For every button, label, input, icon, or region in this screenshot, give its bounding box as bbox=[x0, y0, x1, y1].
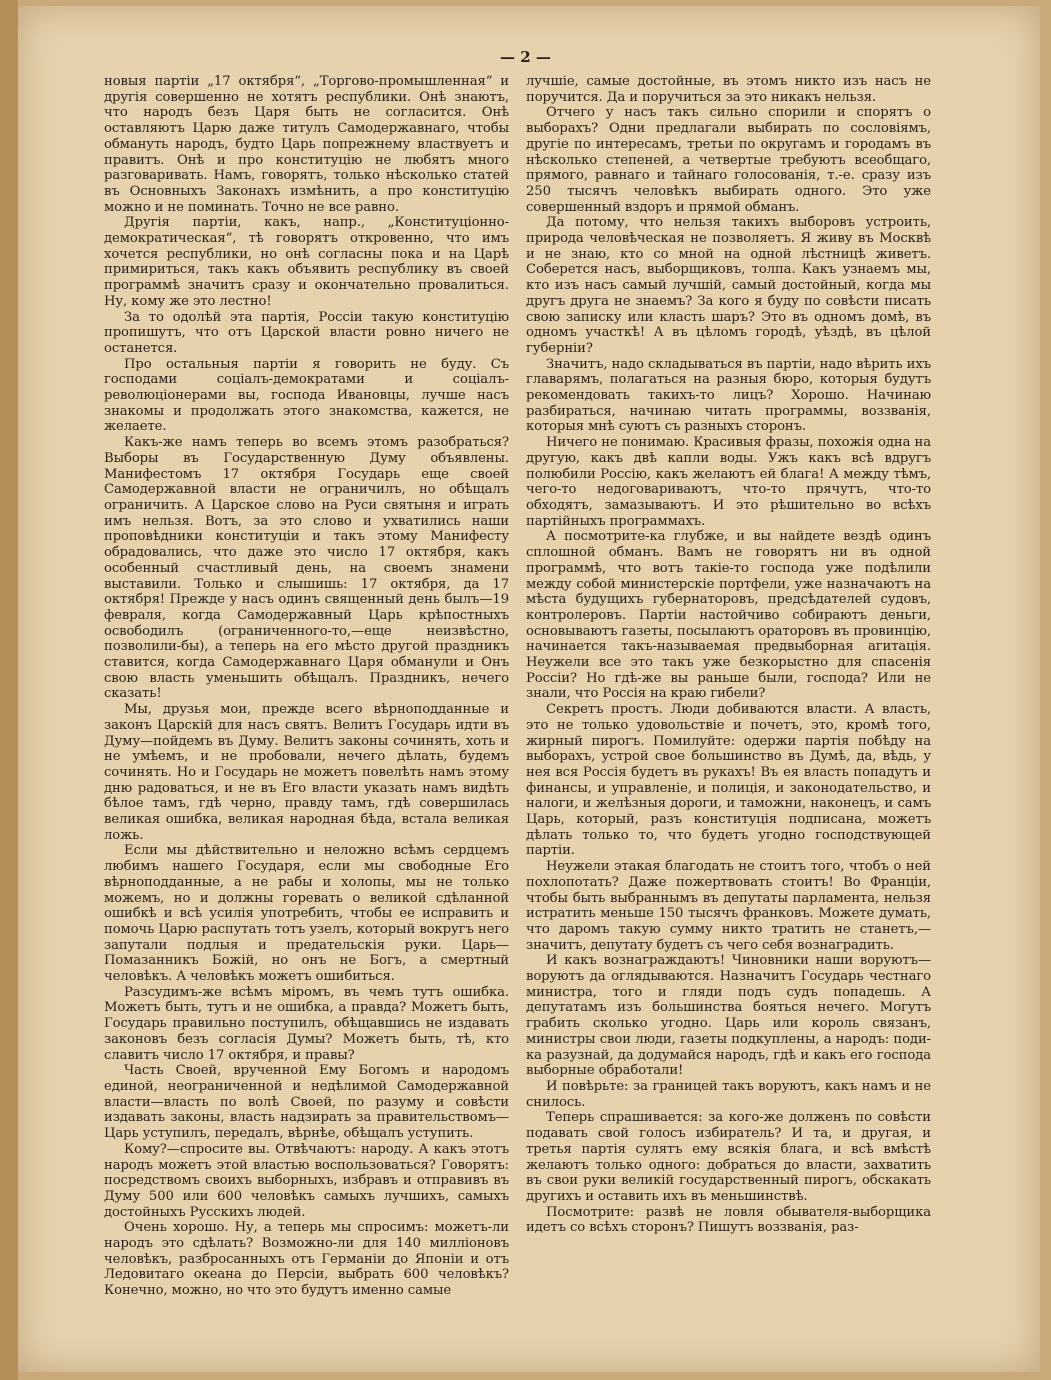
right-column bbox=[526, 74, 931, 1236]
page-number: — 2 — bbox=[500, 48, 551, 66]
paragraph: Посмотрите: развѣ не ловля обывателя-выборщика идетъ со всѣхъ сторонъ? Пишутъ воззванія, раз- bbox=[526, 1204, 931, 1236]
paragraph: Теперь спрашивается: за кого-же долженъ по совѣсти подавать свой голосъ избиратель? И та, и другая, и третья партія сулятъ ему всякія блага, и всѣ вмѣстѣ желаютъ только одного: добраться до власти, захватить въ свои руки великій государственный пирогъ, обскакать другихъ и оставить ихъ въ меньшинствѣ. bbox=[526, 1110, 931, 1204]
paragraph: Часть Своей, врученной Ему Богомъ и народомъ единой, неограниченной и недѣлимой Самодержавной власти—власть по волѣ Своей, по разуму и совѣсти издавать законы, власть надзирать за правительствомъ—Царь уступилъ, передалъ, вѣрнѣе, обѣщалъ уступить. bbox=[104, 1063, 509, 1142]
paragraph: Значитъ, надо складываться въ партіи, надо вѣрить ихъ главарямъ, полагаться на разныя бюро, которыя будутъ рекомендовать такихъ-то лицъ? Хорошо. Начинаю разбираться, начинаю читать программы, воззванія, которыя мнѣ суютъ съ разныхъ сторонъ. bbox=[526, 356, 931, 435]
left-column bbox=[104, 74, 509, 1299]
paragraph: Секретъ простъ. Люди добиваются власти. А власть, это не только удовольствіе и почетъ, это, кромѣ того, жирный пирогъ. Помилуйте: одержи партія побѣду на выборахъ, устрой свое большинство въ Думѣ, да, вѣдь, у нея вся Россія будетъ въ рукахъ! Въ ея власть попадутъ и финансы, и управленіе, и полиція, и законодательство, и налоги, и желѣзныя дороги, и таможни, наконецъ, и самъ Царь, который, разъ конституція подписана, можетъ дѣлать только то, что будетъ угодно господствующей партіи. bbox=[526, 702, 931, 859]
paragraph: Да потому, что нельзя такихъ выборовъ устроить, природа человѣческая не позволяетъ. Я живу въ Москвѣ и не знаю, кто со мной на одной лѣстницѣ живетъ. Соберется насъ, выборщиковъ, толпа. Какъ узнаемъ мы, кто изъ насъ самый лучшій, самый достойный, когда мы другъ друга не знаемъ? За кого я буду по совѣсти писать свою записку или класть шаръ? Это въ одномъ домѣ, въ одномъ участкѣ! А въ цѣломъ городѣ, уѣздѣ, въ цѣлой губерніи? bbox=[526, 215, 931, 356]
paragraph: Разсудимъ-же всѣмъ міромъ, въ чемъ тутъ ошибка. Можетъ быть, тутъ и не ошибка, а правда? Можетъ быть, Государь правильно поступилъ, обѣщавшись не издавать законовъ безъ согласія Думы? Можетъ быть, тѣ, кто славитъ число 17 октября, и правы? bbox=[104, 984, 509, 1063]
paragraph: И повѣрьте: за границей такъ воруютъ, какъ намъ и не снилось. bbox=[526, 1079, 931, 1110]
paragraph: Какъ-же намъ теперь во всемъ этомъ разобраться? Выборы въ Государственную Думу объявлены. Манифестомъ 17 октября Государь еще своей Самодержавной власти не ограничилъ, но обѣщалъ ограничить. А Царское слово на Руси святыня и играть имъ нельзя. Вотъ, за это слово и ухватились наши проповѣдники конституціи и такъ этому Манифесту обрадовались, что даже это число 17 октября, какъ особенный счастливый день, на своемъ знамени выставили. Только и слышишь: 17 октября, да 17 октября! Прежде у насъ одинъ священный день былъ—19 февраля, когда Самодержавный Царь крѣпостныхъ освободилъ (ограниченного-то,—еще неизвѣстно, позволили-бы), а теперь на его мѣсто другой праздникъ ставится, когда Самодержавнаго Царя обманули и Онъ свою власть уменьшить обѣщалъ. Праздникъ, нечего сказать! bbox=[104, 435, 509, 702]
paragraph: Ничего не понимаю. Красивыя фразы, похожія одна на другую, какъ двѣ капли воды. Ужъ какъ всѣ вдругъ полюбили Россію, какъ желаютъ ей блага! А между тѣмъ, чего-то недоговариваютъ, что-то прячутъ, что-то обходятъ, замазываютъ. И это рѣшительно во всѣхъ партійныхъ программахъ. bbox=[526, 435, 931, 529]
page-edge bbox=[0, 0, 18, 1380]
paragraph: Кому?—спросите вы. Отвѣчаютъ: народу. А какъ этотъ народъ можетъ этой властью воспользоваться? Говорятъ: посредствомъ своихъ выборныхъ, избравъ и отправивъ въ Думу 500 или 600 человѣкъ самыхъ лучшихъ, самыхъ достойныхъ Русскихъ людей. bbox=[104, 1141, 509, 1220]
paragraph: Отчего у насъ такъ сильно спорили и спорятъ о выборахъ? Одни предлагали выбирать по сословіямъ, другіе по интересамъ, третьи по округамъ и городамъ въ нѣсколько степеней, а четвертые требуютъ всеобщаго, прямого, равнаго и тайнаго голосованія, т.-е. сразу изъ 250 тысячъ человѣкъ выбирать одного. Это уже совершенный вздоръ и прямой обманъ. bbox=[526, 105, 931, 215]
paragraph: Очень хорошо. Ну, а теперь мы спросимъ: можетъ-ли народъ это сдѣлать? Возможно-ли для 140 милліоновъ человѣкъ, разбросанныхъ отъ Германіи до Японіи и отъ Ледовитаго океана до Персіи, выбрать 600 человѣкъ? Конечно, можно, но что это будутъ именно самые bbox=[104, 1220, 509, 1299]
paragraph: За то одолѣй эта партія, Россіи такую конституцію пропишутъ, что отъ Царской власти ровно ничего не останется. bbox=[104, 309, 509, 356]
paragraph: Про остальныя партіи я говорить не буду. Съ господами соціалъ-демократами и соціалъ-революціонерами вы, господа Ивановцы, лучше насъ знакомы и продолжать этого знакомства, кажется, не желаете. bbox=[104, 356, 509, 435]
paragraph: Если мы дѣйствительно и неложно всѣмъ сердцемъ любимъ нашего Государя, если мы свободные Его вѣрноподданные, а не рабы и холопы, мы не только можемъ, но и должны горевать о великой сдѣланной ошибкѣ и всѣ усилія употребить, чтобы ее исправить и помочь Царю распутать тотъ узелъ, который вокругъ него запутали подлыя и предательскія руки. Царь—Помазанникъ Божій, но онъ не Богъ, а смертный человѣкъ. А человѣкъ можетъ ошибиться. bbox=[104, 843, 509, 985]
paragraph: лучшіе, самые достойные, въ этомъ никто изъ насъ не поручится. Да и поручиться за это никакъ нельзя. bbox=[526, 74, 931, 105]
paragraph: И какъ вознаграждаютъ! Чиновники наши воруютъ—воруютъ да оглядываются. Назначитъ Государь честнаго министра, того и гляди подъ судъ попадешь. А депутатамъ изъ большинства бояться нечего. Могутъ грабить сколько угодно. Царь или король связанъ, министры свои люди, газеты подкуплены, а народъ: поди-ка разузнай, да додумайся народъ, гдѣ и какъ его господа выборные обработали! bbox=[526, 953, 931, 1079]
paragraph: новыя партіи „17 октября“, „Торгово-промышленная“ и другія совершенно не хотятъ республики. Онѣ знаютъ, что народъ безъ Царя быть не согласится. Онѣ оставляютъ Царю даже титулъ Самодержавнаго, чтобы обмануть народъ, будто Царь попрежнему властвуетъ и правитъ. Онѣ и про конституцію не любятъ много разговаривать. Намъ, говорятъ, только нѣсколько статей въ Основныхъ Законахъ измѣнить, а про конституцію можно и не поминать. Точно не все равно. bbox=[104, 74, 509, 215]
paragraph: А посмотрите-ка глубже, и вы найдете вездѣ одинъ сплошной обманъ. Вамъ не говорятъ ни въ одной программѣ, что вотъ такіе-то господа уже подѣлили между собой министерскіе портфели, уже назначаютъ на мѣста будущихъ губернаторовъ, предсѣдателей судовъ, контролеровъ. Партіи настойчиво собираютъ деньги, основываютъ газеты, посылаютъ ораторовъ въ провинцію, начинается такъ-называемая предвыборная агитація. Неужели все это такъ уже безкорыстно для спасенія Россіи? Но гдѣ-же вы раньше были, господа? Или не знали, что Россія на краю гибели? bbox=[526, 529, 931, 702]
paragraph: Другія партіи, какъ, напр., „Конституціонно-демократическая“, тѣ говорятъ откровенно, что имъ хочется республики, но онѣ согласны пока и на Царѣ примириться, такъ какъ объявить республику въ своей программѣ значитъ сразу и окончательно провалиться. Ну, кому же это лестно! bbox=[104, 215, 509, 309]
paragraph: Неужели этакая благодать не стоитъ того, чтобъ о ней похлопотать? Даже пожертвовать стоитъ! Во Франціи, чтобы быть выбраннымъ въ депутаты парламента, нельзя истратить меньше 150 тысячъ франковъ. Можете думать, что даромъ такую сумму никто тратить не станетъ,—значитъ, депутату будетъ съ чего себя вознаградить. bbox=[526, 859, 931, 953]
paragraph: Мы, друзья мои, прежде всего вѣрноподданные и законъ Царскій для насъ святъ. Велитъ Государь идти въ Думу—пойдемъ въ Думу. Велитъ законы сочинять, хоть и не умѣемъ, и не пробовали, нечего дѣлать, будемъ сочинять. Но и Государь не можетъ повелѣть намъ этому дню радоваться, и не въ Его власти указать намъ видѣть бѣлое тамъ, гдѣ черно, правду тамъ, гдѣ совершилась великая ошибка, великая народная бѣда, встала великая ложь. bbox=[104, 702, 509, 843]
